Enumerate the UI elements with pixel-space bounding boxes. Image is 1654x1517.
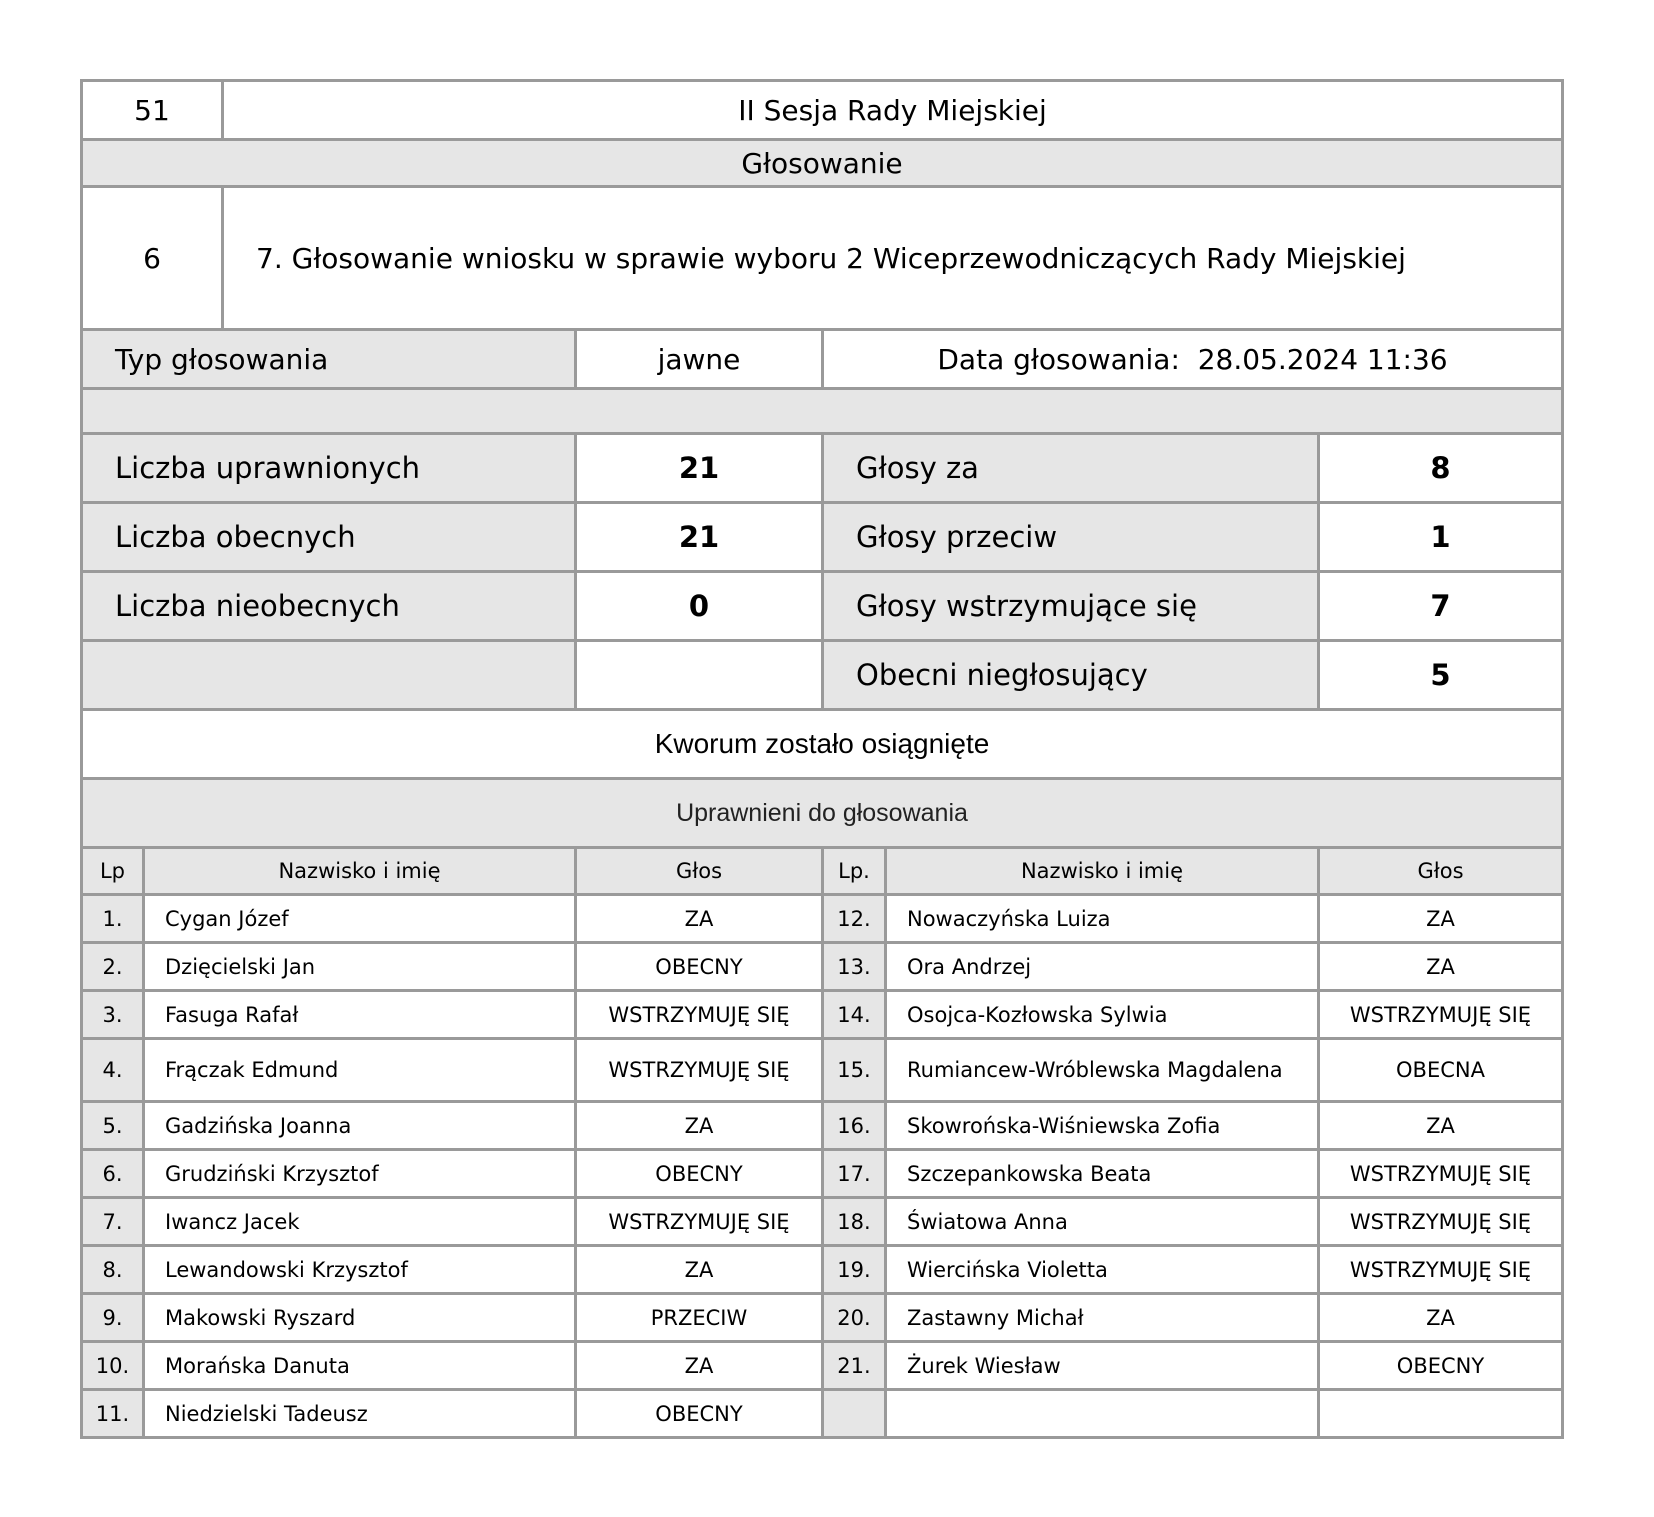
voter-row [82, 895, 1563, 943]
voter-lp: 2. [82, 943, 144, 991]
voter-vote: WSTRZYMUJĘ SIĘ [576, 991, 823, 1039]
voter-name [886, 1390, 1319, 1438]
voter-row [82, 1294, 1563, 1342]
voter-name: Grudziński Krzysztof [144, 1150, 576, 1198]
voter-name: Makowski Ryszard [144, 1294, 576, 1342]
voter-vote: ZA [576, 895, 823, 943]
empty-stat-value [576, 641, 823, 710]
present-label: Liczba obecnych [82, 503, 576, 572]
vote-date-label: Data głosowania: [937, 342, 1180, 376]
voter-vote: OBECNY [1319, 1342, 1563, 1390]
voter-name: Zastawny Michał [886, 1294, 1319, 1342]
present-value: 21 [576, 503, 823, 572]
voter-name: Ora Andrzej [886, 943, 1319, 991]
voter-name: Nowaczyńska Luiza [886, 895, 1319, 943]
voter-lp: 13. [823, 943, 886, 991]
voter-lp: 14. [823, 991, 886, 1039]
voter-vote: ZA [1319, 943, 1563, 991]
spacer-row [80, 387, 1564, 435]
voter-lp: 11. [82, 1390, 144, 1438]
voter-vote: OBECNA [1319, 1039, 1563, 1102]
vote-type-value: jawne [576, 330, 823, 389]
quorum-status: Kworum zostało osiągnięte [82, 710, 1563, 779]
present-nonvoting-value: 5 [1319, 641, 1563, 710]
voter-lp: 3. [82, 991, 144, 1039]
col-lp-right: Lp. [823, 848, 886, 895]
voter-vote: ZA [1319, 1294, 1563, 1342]
voter-vote: WSTRZYMUJĘ SIĘ [1319, 1246, 1563, 1294]
voter-row [82, 1150, 1563, 1198]
voter-name: Cygan Józef [144, 895, 576, 943]
voter-name: Morańska Danuta [144, 1342, 576, 1390]
voter-vote: ZA [576, 1342, 823, 1390]
voter-name: Lewandowski Krzysztof [144, 1246, 576, 1294]
voter-vote: WSTRZYMUJĘ SIĘ [576, 1198, 823, 1246]
voter-name: Dzięcielski Jan [144, 943, 576, 991]
vote-date-value: 28.05.2024 11:36 [1197, 342, 1448, 376]
voter-vote: ZA [1319, 895, 1563, 943]
votes-abstain-label: Głosy wstrzymujące się [823, 572, 1319, 641]
voter-lp: 10. [82, 1342, 144, 1390]
voter-lp: 20. [823, 1294, 886, 1342]
voters-table [80, 846, 1564, 1439]
votes-abstain-value: 7 [1319, 572, 1563, 641]
voter-name: Gadzińska Joanna [144, 1102, 576, 1150]
voter-lp: 16. [823, 1102, 886, 1150]
voter-name: Wiercińska Violetta [886, 1246, 1319, 1294]
voter-vote: WSTRZYMUJĘ SIĘ [576, 1039, 823, 1102]
voter-vote: ZA [576, 1246, 823, 1294]
col-name-left: Nazwisko i imię [144, 848, 576, 895]
voter-row [82, 943, 1563, 991]
section-title: Głosowanie [82, 140, 1563, 187]
vote-type-label: Typ głosowania [82, 330, 576, 389]
voter-name: Szczepankowska Beata [886, 1150, 1319, 1198]
spacer-cell [82, 389, 1563, 434]
voting-report [80, 79, 1564, 1439]
votes-against-value: 1 [1319, 503, 1563, 572]
session-header [80, 79, 1564, 141]
voter-lp [823, 1390, 886, 1438]
col-lp-left: Lp [82, 848, 144, 895]
voter-vote: ZA [576, 1102, 823, 1150]
voter-name: Fasuga Rafał [144, 991, 576, 1039]
votes-for-label: Głosy za [823, 434, 1319, 503]
vote-stats [80, 432, 1564, 711]
absent-label: Liczba nieobecnych [82, 572, 576, 641]
col-name-right: Nazwisko i imię [886, 848, 1319, 895]
agenda-item [80, 185, 1564, 331]
voter-lp: 18. [823, 1198, 886, 1246]
document-number: 51 [82, 81, 223, 140]
voter-lp: 4. [82, 1039, 144, 1102]
voters-header-row [82, 848, 1563, 895]
voter-name: Frączak Edmund [144, 1039, 576, 1102]
voter-name: Żurek Wiesław [886, 1342, 1319, 1390]
voter-vote: OBECNY [576, 1390, 823, 1438]
empty-stat-label [82, 641, 576, 710]
voter-name: Iwancz Jacek [144, 1198, 576, 1246]
voter-lp: 7. [82, 1198, 144, 1246]
voter-row [82, 1342, 1563, 1390]
voter-name: Niedzielski Tadeusz [144, 1390, 576, 1438]
voter-lp: 12. [823, 895, 886, 943]
session-title: II Sesja Rady Miejskiej [223, 81, 1563, 140]
voter-lp: 5. [82, 1102, 144, 1150]
agenda-item-title: 7. Głosowanie wniosku w sprawie wyboru 2 Wiceprzewodniczących Rady Miejskiej [223, 187, 1563, 330]
voter-lp: 21. [823, 1342, 886, 1390]
eligible-label: Liczba uprawnionych [82, 434, 576, 503]
col-vote-right: Głos [1319, 848, 1563, 895]
voter-row [82, 1246, 1563, 1294]
voter-vote: OBECNY [576, 943, 823, 991]
voter-lp: 17. [823, 1150, 886, 1198]
voter-lp: 19. [823, 1246, 886, 1294]
voters-title-row [80, 777, 1564, 849]
agenda-item-number: 6 [82, 187, 223, 330]
voter-vote: WSTRZYMUJĘ SIĘ [1319, 1198, 1563, 1246]
voter-vote: WSTRZYMUJĘ SIĘ [1319, 1150, 1563, 1198]
voter-name: Światowa Anna [886, 1198, 1319, 1246]
voter-name: Skowrońska-Wiśniewska Zofia [886, 1102, 1319, 1150]
section-header [80, 138, 1564, 188]
eligible-value: 21 [576, 434, 823, 503]
voter-row [82, 991, 1563, 1039]
voter-vote: PRZECIW [576, 1294, 823, 1342]
absent-value: 0 [576, 572, 823, 641]
voter-vote: ZA [1319, 1102, 1563, 1150]
voter-name: Osojca-Kozłowska Sylwia [886, 991, 1319, 1039]
voter-lp: 9. [82, 1294, 144, 1342]
voters-title: Uprawnieni do głosowania [82, 779, 1563, 848]
present-nonvoting-label: Obecni niegłosujący [823, 641, 1319, 710]
voter-row [82, 1039, 1563, 1102]
voter-row [82, 1102, 1563, 1150]
voter-vote [1319, 1390, 1563, 1438]
voter-lp: 15. [823, 1039, 886, 1102]
voter-name: Rumiancew-Wróblewska Magdalena [886, 1039, 1319, 1102]
votes-for-value: 8 [1319, 434, 1563, 503]
quorum-row [80, 708, 1564, 780]
vote-info [80, 328, 1564, 390]
voter-vote: OBECNY [576, 1150, 823, 1198]
votes-against-label: Głosy przeciw [823, 503, 1319, 572]
voter-lp: 8. [82, 1246, 144, 1294]
voter-lp: 6. [82, 1150, 144, 1198]
vote-date [823, 330, 1563, 389]
voter-row [82, 1198, 1563, 1246]
voter-row [82, 1390, 1563, 1438]
voter-vote: WSTRZYMUJĘ SIĘ [1319, 991, 1563, 1039]
voter-lp: 1. [82, 895, 144, 943]
col-vote-left: Głos [576, 848, 823, 895]
